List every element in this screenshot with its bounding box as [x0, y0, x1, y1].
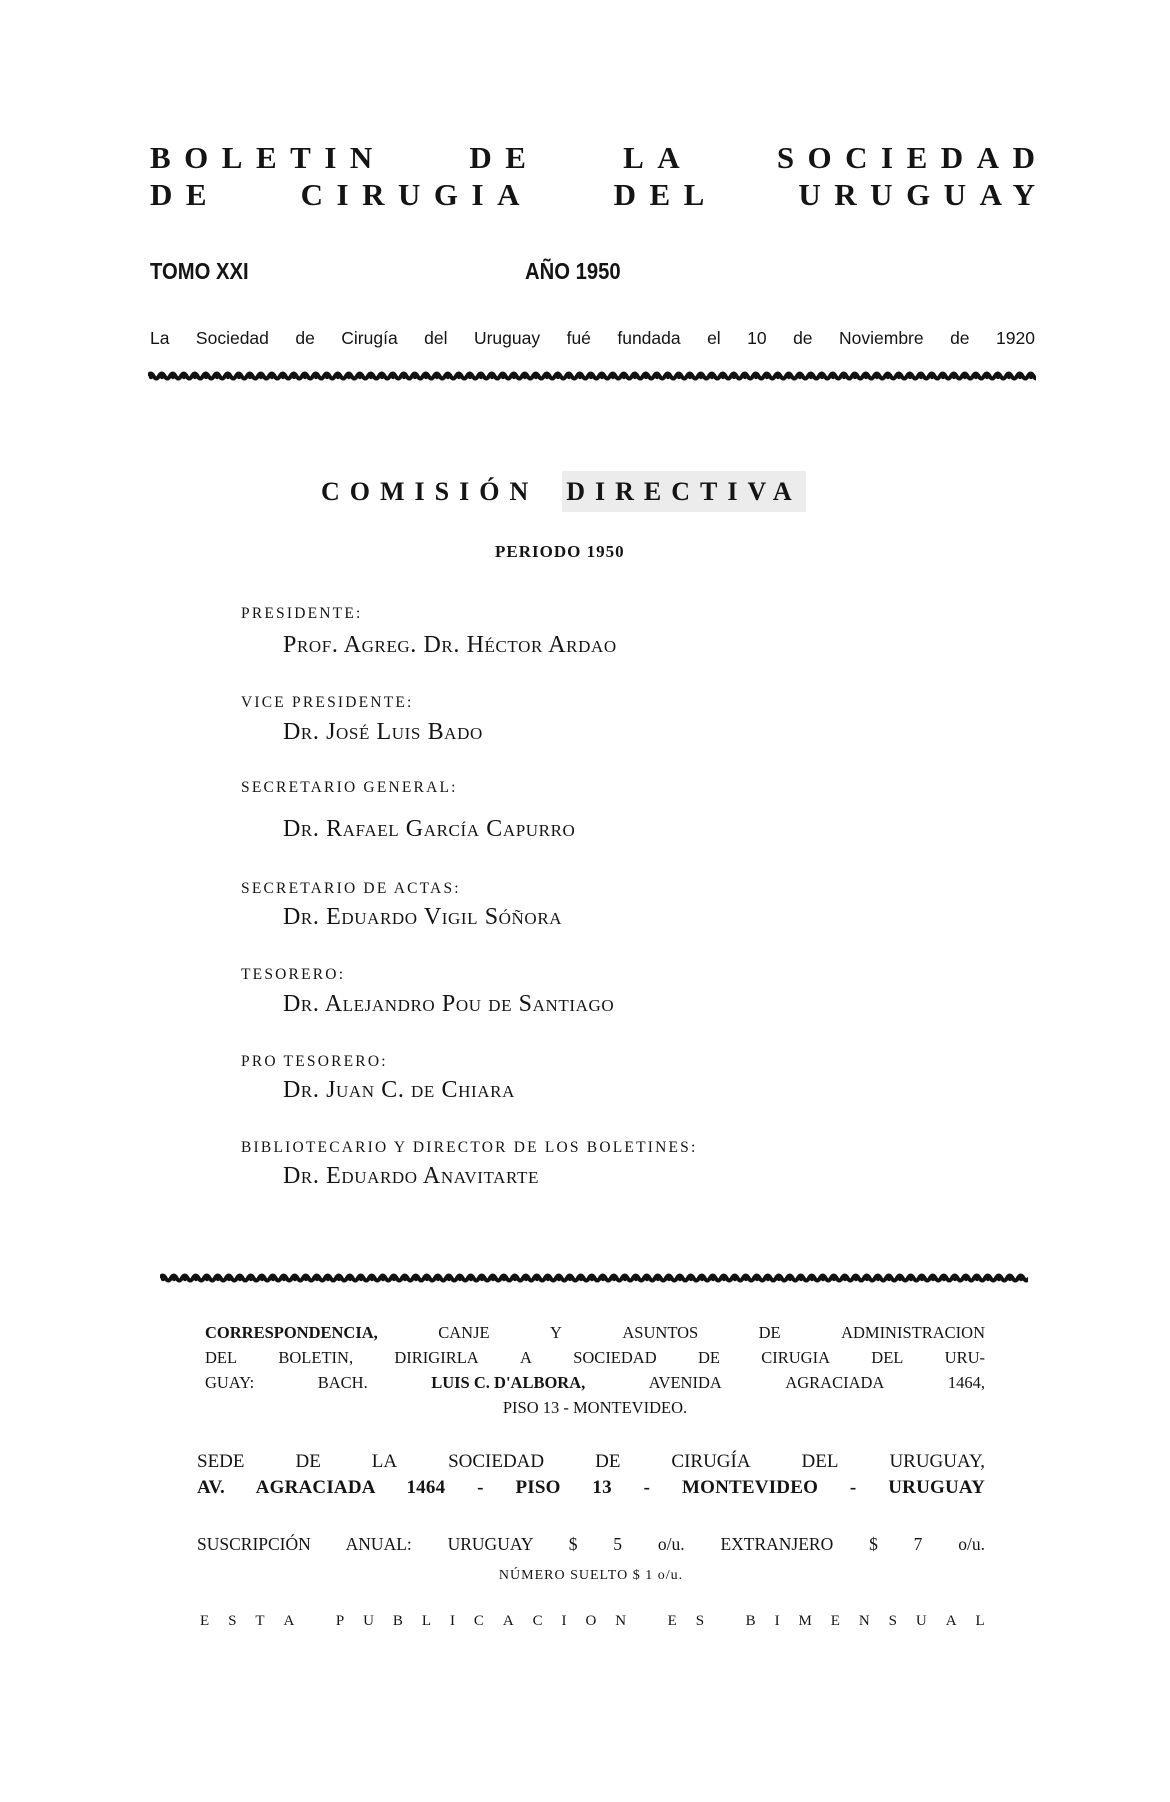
frequency-letter: C [532, 1613, 543, 1629]
headquarters-word: DE [295, 1451, 321, 1472]
frequency-letter: S [228, 1613, 237, 1629]
member-name: Prof. Agreg. Dr. Héctor Ardao [283, 632, 617, 658]
correspondence-notice [205, 1320, 985, 1420]
member-role: PRO TESORERO: [241, 1053, 388, 1070]
journal-title-line-1 [150, 140, 1049, 175]
title-word: CIRUGIA [300, 177, 533, 212]
title-word: URUGUAY [798, 177, 1049, 212]
annual-subscription: SUSCRIPCIÓN ANUAL: URUGUAY $ 5 o/u. EXTRANJERO $ 7 o/u. [197, 1534, 985, 1554]
frequency-letter: S [888, 1613, 897, 1629]
headquarters-word: DE [595, 1451, 621, 1472]
correspondence-word: DEL [205, 1348, 238, 1367]
headquarters-word: CIRUGÍA [671, 1451, 751, 1472]
founding-word: Noviembre [839, 328, 924, 348]
member-role: BIBLIOTECARIO Y DIRECTOR DE LOS BOLETINES: [241, 1139, 698, 1156]
correspondence-line-3 [205, 1370, 985, 1395]
founding-word: La [150, 328, 170, 348]
member-name: Dr. Juan C. de Chiara [283, 1077, 515, 1103]
frequency-letter: B [745, 1613, 756, 1629]
frequency-letter: I [449, 1613, 455, 1629]
correspondence-word: CANJE [438, 1323, 490, 1342]
founding-word: Sociedad [195, 328, 269, 348]
member-role: VICE PRESIDENTE: [241, 694, 414, 711]
correspondence-word: 1464, [947, 1373, 985, 1392]
founding-word: de [950, 328, 970, 348]
correspondence-word: ADMINISTRACION [841, 1323, 985, 1342]
committee-heading-part-1: COMISIÓN [321, 477, 539, 506]
founding-statement [150, 328, 1035, 348]
founding-word: de [793, 328, 813, 348]
founding-word: 10 [747, 328, 767, 348]
frequency-letter: A [945, 1613, 957, 1629]
correspondence-line-4: PISO 13 - MONTEVIDEO. [502, 1398, 688, 1417]
publication-frequency [200, 1613, 985, 1629]
member-role: SECRETARIO GENERAL: [241, 779, 458, 796]
correspondence-line-1 [205, 1320, 985, 1345]
correspondence-word: URU- [944, 1348, 985, 1367]
frequency-letter: O [585, 1613, 597, 1629]
founding-word: de [295, 328, 315, 348]
ornamental-divider-top [148, 370, 1036, 382]
correspondence-word: DE [697, 1348, 720, 1367]
volume-label: TOMO XXI [150, 258, 249, 284]
frequency-letter: C [473, 1613, 484, 1629]
frequency-letter: E [667, 1613, 677, 1629]
frequency-letter [723, 1613, 727, 1629]
frequency-letter: L [975, 1613, 985, 1629]
single-issue-price: NÚMERO SUELTO $ 1 o/u. [498, 1568, 684, 1583]
journal-title-line-2 [150, 177, 1049, 212]
year-label: AÑO 1950 [525, 258, 621, 284]
correspondence-word: BOLETIN, [278, 1348, 354, 1367]
member-name: Dr. Rafael García Capurro [283, 816, 576, 842]
headquarters-word: SOCIEDAD [448, 1451, 545, 1472]
title-word: SOCIEDAD [776, 140, 1049, 175]
administrator-name: LUIS C. D'ALBORA, [431, 1373, 586, 1392]
correspondence-word: DEL [871, 1348, 904, 1367]
headquarters-word: URUGUAY, [889, 1451, 985, 1472]
frequency-letter: B [392, 1613, 403, 1629]
correspondence-word: AGRACIADA [785, 1373, 885, 1392]
frequency-letter: M [798, 1613, 812, 1629]
frequency-letter: A [502, 1613, 514, 1629]
founding-word: fundada [617, 328, 681, 348]
title-word: DE [150, 177, 221, 212]
member-role: PRESIDENTE: [241, 605, 363, 622]
committee-heading-part-2: DIRECTIVA [562, 471, 805, 512]
headquarters-line-2: AV. AGRACIADA 1464 - PISO 13 - MONTEVIDEO - URUGUAY [197, 1477, 985, 1498]
frequency-letter: U [363, 1613, 374, 1629]
correspondence-word: SOCIEDAD [573, 1348, 657, 1367]
correspondence-word: AVENIDA [648, 1373, 722, 1392]
committee-period: PERIODO 1950 [495, 542, 625, 561]
headquarters-word: SEDE [197, 1451, 245, 1472]
frequency-letter [645, 1613, 649, 1629]
founding-word: Uruguay [473, 328, 541, 348]
frequency-letter: T [255, 1613, 265, 1629]
member-name: Dr. Eduardo Anavitarte [283, 1163, 539, 1189]
correspondence-word: CORRESPONDENCIA, [205, 1323, 378, 1342]
headquarters-word: DEL [801, 1451, 839, 1472]
title-word: DEL [613, 177, 718, 212]
member-role: TESORERO: [241, 966, 346, 983]
correspondence-line-2 [205, 1345, 985, 1370]
member-name: Dr. Eduardo Vigil Sóñora [283, 904, 563, 930]
correspondence-word: GUAY: [205, 1373, 255, 1392]
frequency-letter: N [858, 1613, 870, 1629]
frequency-letter: N [615, 1613, 627, 1629]
headquarters-line-1 [197, 1450, 985, 1476]
correspondence-word: DE [758, 1323, 781, 1342]
title-word: BOLETIN [150, 140, 386, 175]
frequency-letter: U [915, 1613, 927, 1629]
frequency-letter: E [200, 1613, 210, 1629]
member-name: Dr. Alejandro Pou de Santiago [283, 991, 615, 1017]
correspondence-word: Y [550, 1323, 562, 1342]
headquarters-word: LA [371, 1451, 398, 1472]
frequency-letter: E [830, 1613, 840, 1629]
founding-word: fué [566, 328, 591, 348]
frequency-letter [313, 1613, 317, 1629]
frequency-letter: P [335, 1613, 345, 1629]
correspondence-word: DIRIGIRLA [394, 1348, 479, 1367]
founding-word: 1920 [996, 328, 1035, 348]
correspondence-word: A [520, 1348, 532, 1367]
ornamental-divider-bottom [160, 1272, 1028, 1284]
frequency-letter: S [695, 1613, 705, 1629]
title-word: LA [623, 140, 694, 175]
founding-word: el [707, 328, 721, 348]
frequency-letter: I [561, 1613, 567, 1629]
frequency-letter: A [283, 1613, 295, 1629]
frequency-letter: I [774, 1613, 780, 1629]
correspondence-word: CIRUGIA [761, 1348, 830, 1367]
correspondence-word: ASUNTOS [622, 1323, 699, 1342]
founding-word: del [424, 328, 448, 348]
frequency-letter: L [421, 1613, 432, 1629]
headquarters-address [197, 1450, 985, 1500]
founding-word: Cirugía [341, 328, 398, 348]
member-role: SECRETARIO DE ACTAS: [241, 880, 461, 897]
title-word: DE [469, 140, 540, 175]
member-name: Dr. José Luis Bado [283, 719, 483, 745]
correspondence-word: BACH. [317, 1373, 368, 1392]
committee-heading [321, 479, 806, 505]
